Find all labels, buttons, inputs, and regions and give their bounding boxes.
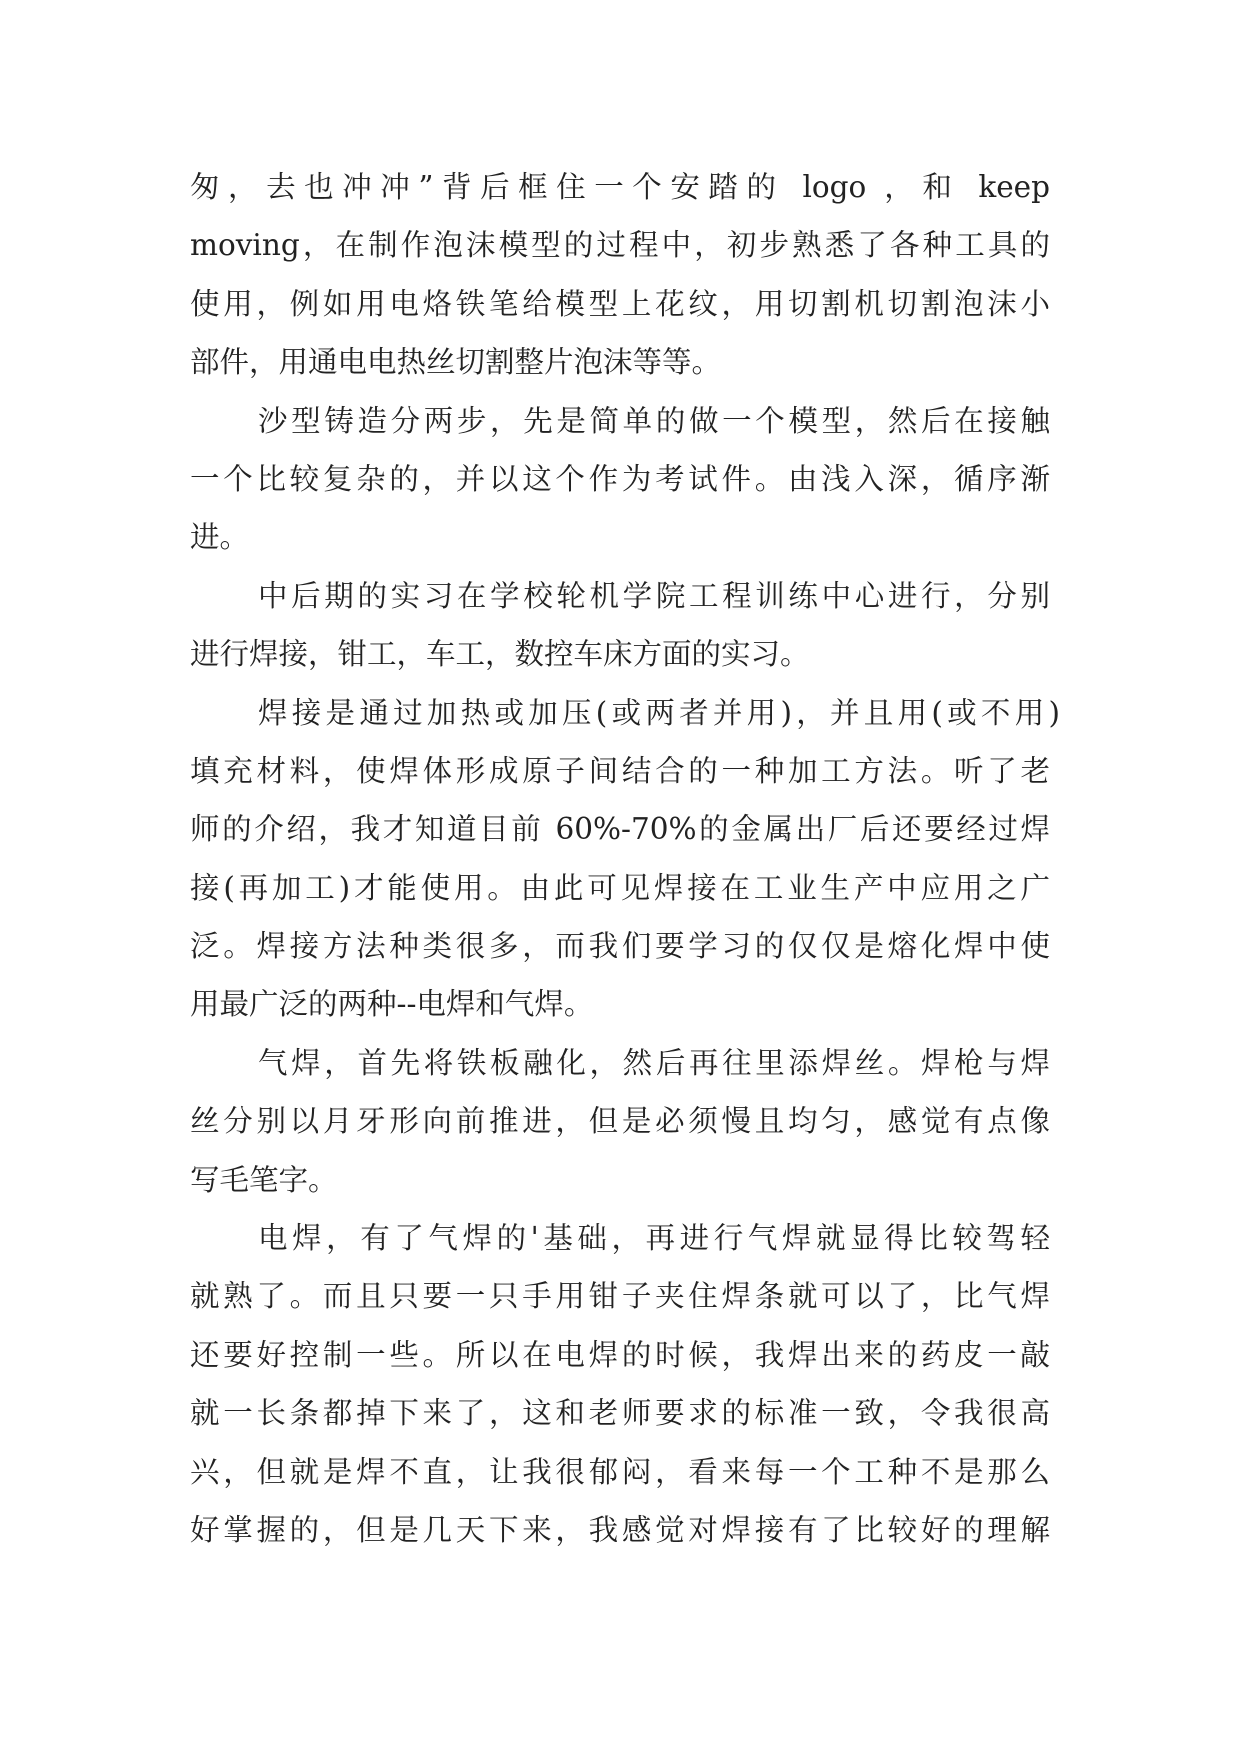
text-line: 匆，去也冲冲”背后框住一个安踏的 logo ，和 keep [190, 170, 1050, 204]
text-line: 写毛笔字。 [190, 1162, 338, 1197]
text-line: 丝分别以月牙形向前推进，但是必须慢且均匀，感觉有点像 [190, 1104, 1050, 1139]
body-text [190, 158, 1060, 1559]
text-line: 兴，但就是焊不直，让我很郁闷，看来每一个工种不是那么 [190, 1454, 1050, 1489]
paragraph-first-line: 电焊，有了气焊的'基础，再进行气焊就显得比较驾轻 [258, 1221, 1050, 1256]
text-line: 一个比较复杂的，并以这个作为考试件。由浅入深，循序渐 [190, 461, 1050, 496]
text-line: 进行焊接，钳工，车工，数控车床方面的实习。 [190, 637, 810, 672]
text-line: 师的介绍，我才知道目前 60%-70%的金属出厂后还要经过焊 [190, 812, 1050, 847]
paragraph-first-line: 气焊，首先将铁板融化，然后再往里添焊丝。焊枪与焊 [258, 1045, 1050, 1080]
paragraph-first-line: 焊接是通过加热或加压(或两者并用)，并且用(或不用) [258, 695, 1060, 730]
text-line: 进。 [190, 520, 250, 555]
text-line: moving，在制作泡沫模型的过程中，初步熟悉了各种工具的 [190, 228, 1050, 263]
text-line: 就熟了。而且只要一只手用钳子夹住焊条就可以了，比气焊 [190, 1279, 1050, 1314]
text-line: 泛。焊接方法种类很多，而我们要学习的仅仅是熔化焊中使 [190, 929, 1050, 964]
text-line: 填充材料，使焊体形成原子间结合的一种加工方法。听了老 [190, 753, 1050, 788]
text-line: 使用，例如用电烙铁笔给模型上花纹，用切割机切割泡沫小 [190, 286, 1050, 321]
text-line: 接(再加工)才能使用。由此可见焊接在工业生产中应用之广 [190, 870, 1050, 905]
paragraph-first-line: 沙型铸造分两步，先是简单的做一个模型，然后在接触 [258, 403, 1050, 438]
text-line: 就一长条都掉下来了，这和老师要求的标准一致，令我很高 [190, 1396, 1050, 1431]
text-line: 用最广泛的两种--电焊和气焊。 [190, 987, 594, 1022]
text-line: 还要好控制一些。所以在电焊的时候，我焊出来的药皮一敲 [190, 1337, 1050, 1372]
paragraph-first-line: 中后期的实习在学校轮机学院工程训练中心进行，分别 [258, 578, 1050, 613]
text-line: 部件，用通电电热丝切割整片泡沫等等。 [190, 345, 722, 380]
text-line: 好掌握的，但是几天下来，我感觉对焊接有了比较好的理解 [190, 1512, 1050, 1547]
